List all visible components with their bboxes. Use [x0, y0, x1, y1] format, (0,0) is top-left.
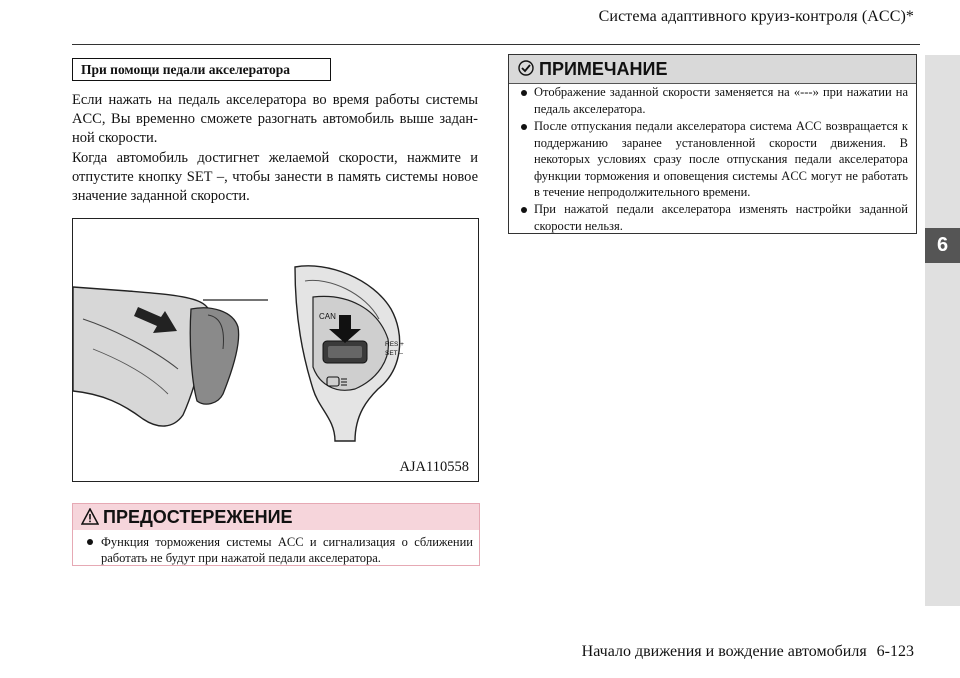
bullet-icon [521, 124, 527, 130]
figure-code: AJA110558 [399, 459, 469, 475]
chapter-tab-number: 6 [936, 234, 949, 256]
chapter-tab[interactable] [925, 228, 960, 263]
footer-chapter-title: Начало движения и вождение автомобиля [581, 643, 867, 660]
switch-label-res: RES + [385, 341, 404, 348]
note-box [508, 54, 917, 234]
switch-label-can: CAN [319, 312, 336, 321]
bullet-icon [87, 539, 93, 545]
page-number: 6-123 [876, 643, 914, 660]
note-title: ПРИМЕЧАНИЕ [539, 59, 668, 79]
body-paragraph-2: Когда автомобиль достигнет желаемой скорости, нажмите и отпустите кнопку SET –, чтобы занести в память системы новое значение заданной скорости. [72, 149, 478, 205]
note-header [509, 55, 916, 84]
note-item-1: Отображение заданной скорости заменяется на «---» при нажатии на педаль акселератора. [534, 85, 908, 116]
warning-item: Функция торможения системы ACC и сигнализация о сближении работать не будут при нажатой педали акселератора. [101, 535, 473, 565]
checkmark-icon [518, 60, 534, 76]
note-item-2: После отпускания педали акселератора система ACC возвращается к поддержанию заранее установленной скорости движения. В некоторых условиях сразу после отпускания педали акселератора функции торможения и оповещения системы ACC могут не работать в течение непродолжительного времени. [534, 119, 908, 200]
header-rule [72, 44, 920, 45]
bullet-icon [521, 90, 527, 96]
page-footer [582, 643, 914, 661]
page-header-title: Система адаптивного круиз-контроля (ACC)* [598, 8, 914, 25]
body-paragraph-1: Если нажать на педаль акселератора во время работы системы ACC, Вы временно сможете разогнать автомобиль выше задан-ной скорости. [72, 92, 478, 147]
warning-title: ПРЕДОСТЕРЕЖЕНИЕ [103, 507, 293, 527]
figure-illustration [72, 218, 479, 482]
pedal-and-steering-illustration [73, 219, 478, 481]
bullet-icon [521, 207, 527, 213]
section-heading: При помощи педали акселератора [72, 58, 331, 81]
warning-header [73, 504, 479, 530]
switch-label-set: SET – [385, 350, 403, 357]
warning-box [72, 503, 480, 566]
warning-triangle-icon [81, 508, 99, 525]
chapter-tab-strip [925, 55, 960, 606]
note-item-3: При нажатой педали акселератора изменять настройки заданной скорости нельзя. [534, 202, 908, 233]
section-body [72, 91, 478, 206]
